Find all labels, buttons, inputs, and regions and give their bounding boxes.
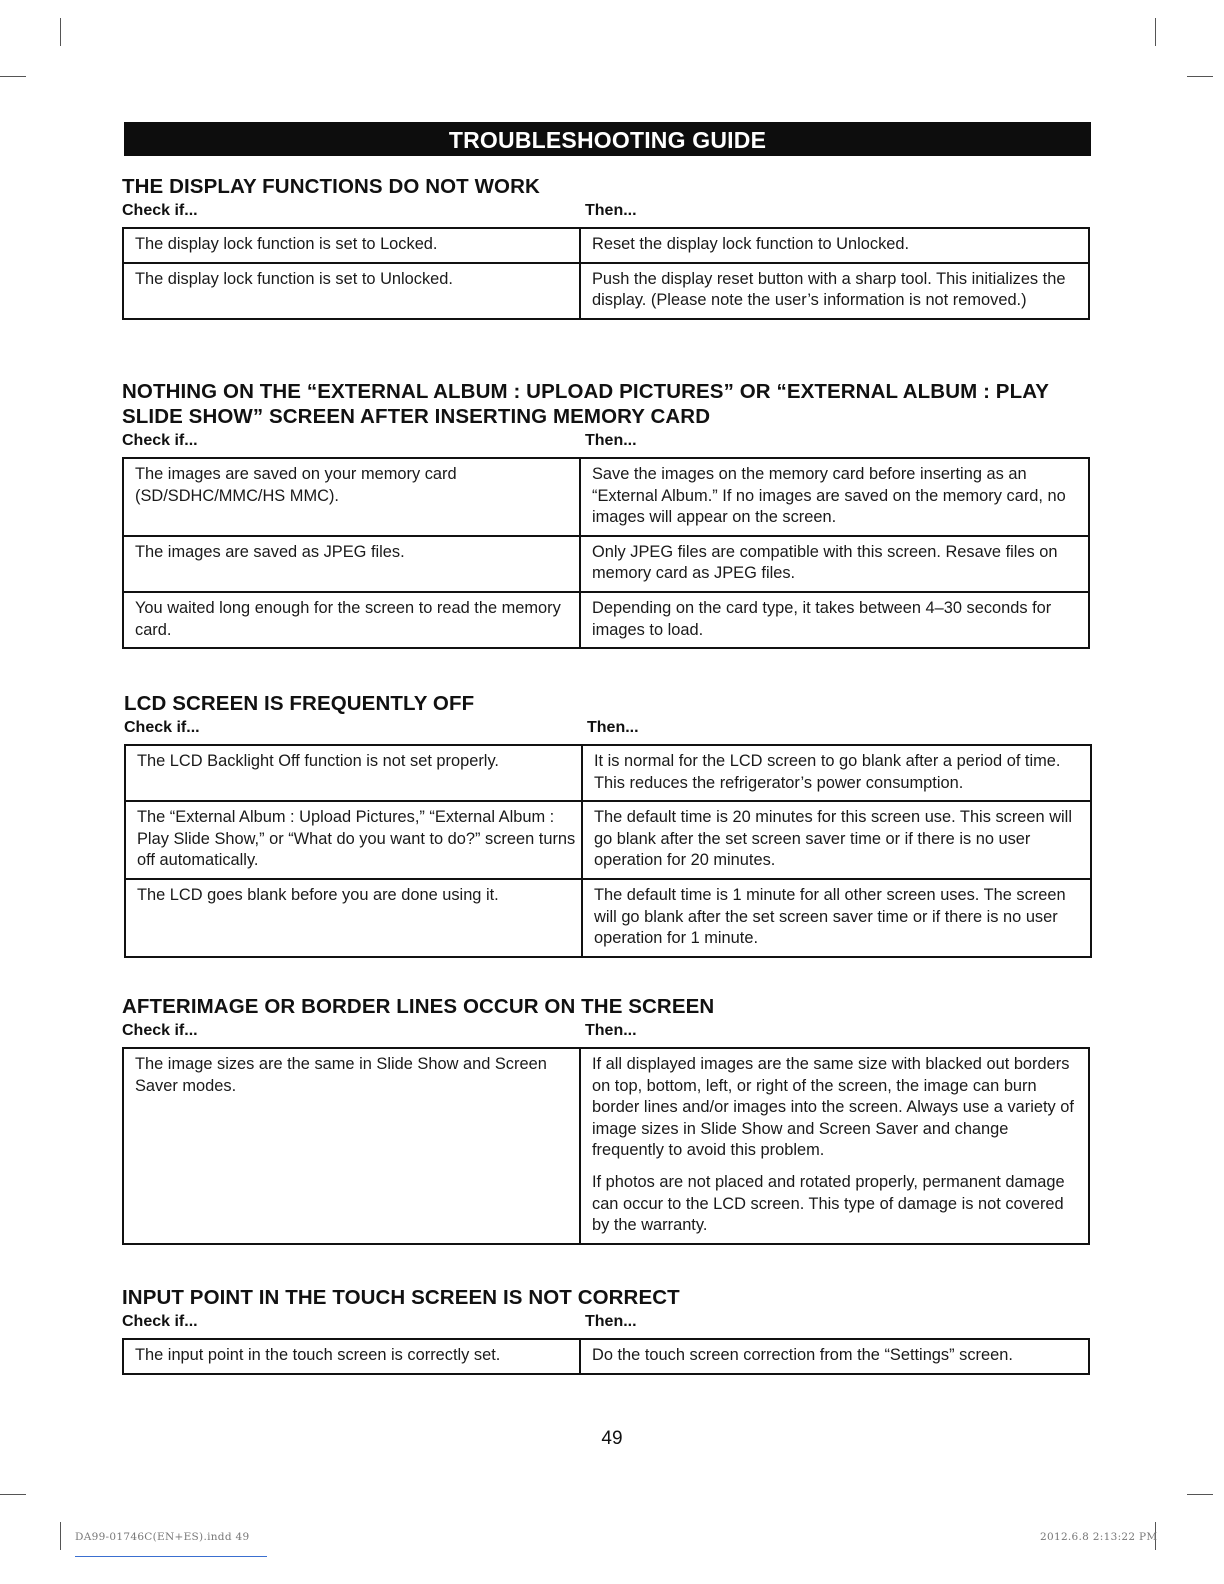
check-cell: The images are saved on your memory card (SD/SDHC/MMC/HS MMC).: [123, 458, 580, 536]
troubleshooting-table: [122, 1338, 1090, 1375]
section-title: INPUT POINT IN THE TOUCH SCREEN IS NOT CORRECT: [122, 1286, 680, 1309]
footer-underline: [75, 1556, 267, 1557]
column-headers: [122, 430, 1090, 452]
crop-mark: [60, 18, 61, 46]
section-afterimage: [122, 994, 1090, 1245]
then-header: Then...: [585, 432, 637, 449]
then-cell: Reset the display lock function to Unlocked.: [580, 228, 1089, 263]
check-cell: The LCD Backlight Off function is not set properly.: [125, 745, 582, 801]
troubleshooting-table: [122, 1047, 1090, 1245]
column-headers: [122, 1311, 1090, 1333]
crop-mark: [60, 1522, 61, 1550]
then-header: Then...: [587, 719, 639, 736]
then-cell: Only JPEG files are compatible with this screen. Resave files on memory card as JPEG files.: [580, 536, 1089, 592]
section-external-album: [122, 379, 1090, 649]
section-touch-input: [122, 1285, 1090, 1375]
troubleshooting-table: [124, 744, 1092, 958]
check-if-header: Check if...: [122, 1313, 198, 1330]
table-row: [123, 1339, 1089, 1374]
column-headers: [122, 200, 1090, 222]
crop-mark: [1187, 76, 1213, 77]
check-if-header: Check if...: [122, 432, 198, 449]
then-header: Then...: [585, 1022, 637, 1039]
crop-mark: [1187, 1494, 1213, 1495]
check-if-header: Check if...: [122, 1022, 198, 1039]
check-cell: The image sizes are the same in Slide Show and Screen Saver modes.: [123, 1048, 580, 1244]
then-header: Then...: [585, 202, 637, 219]
crop-mark: [0, 1494, 26, 1495]
crop-mark: [1155, 18, 1156, 46]
then-header: Then...: [585, 1313, 637, 1330]
then-cell: The default time is 20 minutes for this screen use. This screen will go blank after the set screen saver time or if there is no user operation for 20 minutes.: [582, 801, 1091, 879]
table-row: [125, 879, 1091, 957]
table-row: [125, 745, 1091, 801]
then-cell: Do the touch screen correction from the “Settings” screen.: [580, 1339, 1089, 1374]
table-row: [123, 536, 1089, 592]
column-headers: [122, 1020, 1090, 1042]
table-row: [123, 458, 1089, 536]
check-if-header: Check if...: [122, 202, 198, 219]
table-row: [123, 1048, 1089, 1244]
troubleshooting-table: [122, 457, 1090, 649]
section-title: THE DISPLAY FUNCTIONS DO NOT WORK: [122, 175, 540, 198]
table-row: [123, 592, 1089, 648]
then-cell: If all displayed images are the same size with blacked out borders on top, bottom, left, or right of the screen, the image can burn border lines and/or images into the screen. Always use a variety of image sizes in Slide Show and Screen Saver and change frequently to avoid this problem. If photos are not placed and rotated properly, permanent damage can occur to the LCD screen. This type of damage is not covered by the warranty.: [580, 1048, 1089, 1244]
footer-filename: DA99-01746C(EN+ES).indd 49: [75, 1531, 250, 1543]
table-row: [125, 801, 1091, 879]
section-title: NOTHING ON THE “EXTERNAL ALBUM : UPLOAD PICTURES” OR “EXTERNAL ALBUM : PLAY SLIDE SHOW” SCREEN AFTER INSERTING MEMORY CARD: [122, 380, 1049, 428]
then-cell: Depending on the card type, it takes between 4–30 seconds for images to load.: [580, 592, 1089, 648]
column-headers: [124, 717, 1092, 739]
check-cell: You waited long enough for the screen to read the memory card.: [123, 592, 580, 648]
page-number: 49: [601, 1428, 623, 1449]
section-lcd-off: [124, 691, 1092, 958]
troubleshooting-table: [122, 227, 1090, 320]
page-title: TROUBLESHOOTING GUIDE: [124, 122, 1091, 156]
table-row: [123, 263, 1089, 319]
section-display-functions: [122, 174, 1090, 320]
check-cell: The display lock function is set to Locked.: [123, 228, 580, 263]
footer-timestamp: 2012.6.8 2:13:22 PM: [1040, 1531, 1158, 1543]
section-title: LCD SCREEN IS FREQUENTLY OFF: [124, 692, 475, 715]
check-if-header: Check if...: [124, 719, 200, 736]
table-row: [123, 228, 1089, 263]
then-cell: It is normal for the LCD screen to go blank after a period of time. This reduces the refrigerator’s power consumption.: [582, 745, 1091, 801]
check-cell: The images are saved as JPEG files.: [123, 536, 580, 592]
check-cell: The input point in the touch screen is correctly set.: [123, 1339, 580, 1374]
then-cell: Save the images on the memory card before inserting as an “External Album.” If no images are saved on the memory card, no images will appear on the screen.: [580, 458, 1089, 536]
then-cell: The default time is 1 minute for all other screen uses. The screen will go blank after the set screen saver time or if there is no user operation for 1 minute.: [582, 879, 1091, 957]
section-title: AFTERIMAGE OR BORDER LINES OCCUR ON THE SCREEN: [122, 995, 715, 1018]
check-cell: The “External Album : Upload Pictures,” “External Album : Play Slide Show,” or “What do you want to do?” screen turns off automatically.: [125, 801, 582, 879]
check-cell: The display lock function is set to Unlocked.: [123, 263, 580, 319]
then-cell: Push the display reset button with a sharp tool. This initializes the display. (Please note the user’s information is not removed.): [580, 263, 1089, 319]
crop-mark: [0, 76, 26, 77]
check-cell: The LCD goes blank before you are done using it.: [125, 879, 582, 957]
